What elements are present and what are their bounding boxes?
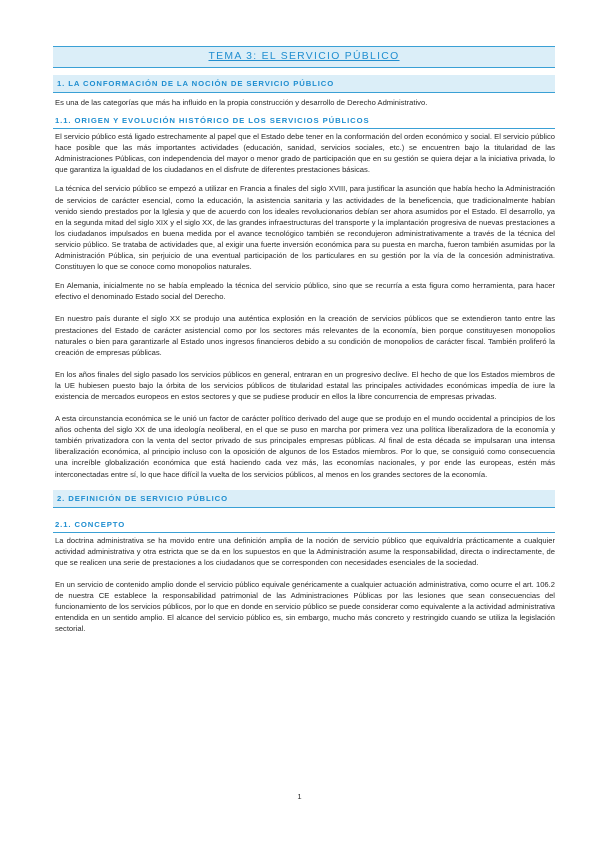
paragraph: La doctrina administrativa se ha movido entre una definición amplia de la noción de servicio público que equivaldría prácticamente a cualquier actividad administrativa y otra estricta que se da en los supuestos en que la Administración asume la responsabilidad, directa o indirectamente, de que se realicen una serie de prestaciones a los ciudadanos que se corresponden con necesidades esenciales de la sociedad. [55, 535, 555, 567]
paragraph: En Alemania, inicialmente no se había empleado la técnica del servicio público, sino que se recurría a esta figura como herramienta, para hacer efectivo el denominado Estado social del Derecho. [55, 281, 555, 302]
document-title: TEMA 3: EL SERVICIO PÚBLICO [208, 51, 400, 62]
title-banner [53, 46, 555, 68]
section-1-heading: 1. LA CONFORMACIÓN DE LA NOCIÓN DE SERVICIO PÚBLICO [57, 79, 335, 88]
section-2-heading: 2. DEFINICIÓN DE SERVICIO PÚBLICO [57, 493, 228, 503]
section-1-intro: Es una de las categorías que más ha influido en la propia construcción y desarrollo de Derecho Administrativo. [55, 98, 428, 107]
paragraph: A esta circunstancia económica se le unió un factor de carácter político derivado del auge que se produjo en el mundo occidental a principios de los años ochenta del siglo XX de una ideología neoliberal, en el que se puso en marcha por primera vez una política liberalizadora de la economía y también privatizadora con la venta del sector privado de sus principales empresas públicas. Al final de esta década se impulsaran una intensa liberalización económica, al principio incluso con la oposición de algunos de los Estados miembros. Por lo que, se consiguió como consecuencia una increíble globalización económica que está haciendo cada vez más, las economías nacionales, y por ende las europeas, estén más interconectadas entre sí, lo que hace difícil la vuelta de los servicios públicos, al menos en los grandes sectores de la economía. [55, 414, 555, 479]
paragraph: En nuestro país durante el siglo XX se produjo una auténtica explosión en la creación de servicios públicos que se extendieron tanto entre las prestaciones del Estado de carácter asistencial como por los sectores más relevantes de la economía, bien porque constituyesen monopolios naturales o bien para garantizarle al Estado unos ingresos financieros debido a su condición de monopolios de carácter fiscal. También proliferó la creación de empresas públicas. [55, 314, 555, 357]
paragraph: La técnica del servicio público se empezó a utilizar en Francia a finales del siglo XVIII, para justificar la asunción que había hecho la Administración de servicios de carácter esencial, como la educación, la asistencia sanitaria y las actividades de la beneficencia, que tradicionalmente habían venido siendo prestados por la Iglesia y que de acuerdo con los ideales revolucionarios debían ser ahora asumidos por el Estado. El desarrollo, ya en la segunda mitad del siglo XIX y el siglo XX, de las grandes infraestructuras del transporte y la implantación progresiva de nuevas prestaciones a los ciudadanos impulsados en buena medida por el avance tecnológico también se recondujeron administrativamente a través de la técnica del servicio público. Se trataba de actividades que, al exigir una fuerte inversión económica para su puesta en marcha, fueron también asumidas por la Administración Pública, sin perjuicio de una eventual participación de los particulares en su gestión por la vía de la concesión administrativa. Constituyen lo que se conoce como monopolios naturales. [55, 184, 555, 272]
paragraph: El servicio público está ligado estrechamente al papel que el Estado debe tener en la conformación del orden económico y social. El servicio público hace posible que las más importantes actividades (educación, sanidad, servicios sociales, etc.) se encuentren bajo la titularidad de las Administraciones Públicas, con independencia del mayor o menor grado de participación que en su gestión se quiera dejar a la iniciativa privada, lo que garantiza la igualdad de los ciudadanos en el disfrute de diferentes prestaciones básicas. [55, 132, 555, 175]
page-number: 1 [297, 792, 302, 801]
page-content [53, 46, 555, 634]
paragraph: En un servicio de contenido amplio donde el servicio público equivale genéricamente a cualquier actuación administrativa, como ocurre el art. 106.2 de nuestra CE establece la responsabilidad patrimonial de las Administraciones Públicas por las lesiones que sean consecuencias del funcionamiento de los servicios públicos, por lo que en donde en servicio público se puede considerar como equivalente a la actividad administrativa entendida en un sentido amplio. El alcance del servicio público es, sin embargo, mucho más concreto y restringido cuando se utiliza la legislación sectorial. [55, 579, 555, 634]
paragraph: En los años finales del siglo pasado los servicios públicos en general, entraran en un progresivo declive. El hecho de que los Estados miembros de la UE hubiesen puesto bajo la órbita de los servicios públicos de titularidad estatal las principales actividades económicas impedía de iure la existencia de mercados europeos en estos sectores y que se pudiese producir en ellos la libre concurrencia de empresas privadas. [55, 369, 555, 401]
section-1-heading-box [53, 75, 555, 93]
subsection-1-1-heading-box [53, 114, 555, 129]
section-2-heading-box [53, 490, 555, 508]
subsection-2-1-heading: 2.1. CONCEPTO [55, 519, 126, 529]
subsection-1-1-heading: 1.1. ORIGEN Y EVOLUCIÓN HISTÓRICO DE LOS SERVICIOS PÚBLICOS [55, 116, 370, 126]
subsection-2-1-heading-box [53, 518, 555, 533]
